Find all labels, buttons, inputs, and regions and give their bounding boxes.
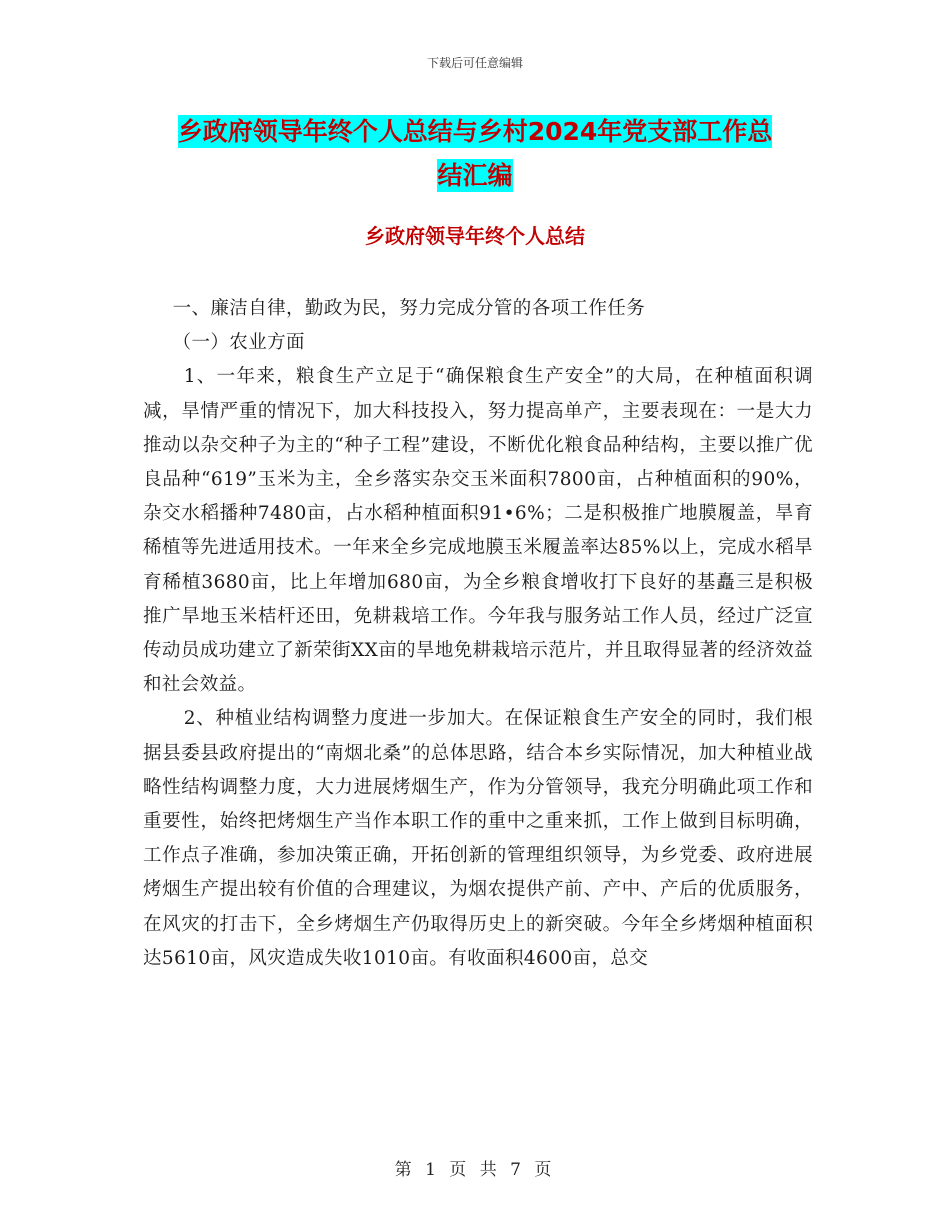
section-title: 乡政府领导年终个人总结 bbox=[365, 224, 585, 248]
paragraph-2: 2、种植业结构调整力度进一步加大。在保证粮食生产安全的同时，我们根据县委县政府提出的“南烟北桑”的总体思路，结合本乡实际情况，加大种植业战略性结构调整力度，大力进展烤烟生产，作为分管领导，我充分明确此项工作和重要性，始终把烤烟生产当作本职工作的重中之重来抓，工作上做到目标明确，工作点子准确，参加决策正确，开拓创新的管理组织领导，为乡党委、政府进展烤烟生产提出较有价值的合理建议，为烟农提供产前、产中、产后的优质服务，在风灾的打击下，全乡烤烟生产仍取得历史上的新突破。今年全乡烤烟种植面积达5610亩，风灾造成失收1010亩。有收面积4600亩，总交 bbox=[143, 708, 813, 969]
title-line-2: 结汇编 bbox=[437, 161, 513, 190]
heading-level-1: 一、廉洁自律，勤政为民，努力完成分管的各项工作任务 bbox=[172, 298, 646, 319]
paragraph-1: 1、一年来，粮食生产立足于“确保粮食生产安全”的大局，在种植面积调减，旱情严重的情况下，加大科技投入，努力提高单产，主要表现在：一是大力推动以杂交种子为主的“种子工程”建设，不断优化粮食品种结构，主要以推广优良品种“619”玉米为主，全乡落实杂交玉米面积7800亩，占种植面积的90%，杂交水稻播种7480亩，占水稻种植面积91•6%；二是积极推广地膜履盖，旱育稀植等先进适用技术。一年来全乡完成地膜玉米履盖率达85%以上，完成水稻旱育稀植3680亩，比上年增加680亩，为全乡粮食增收打下良好的基矗三是积极推广旱地玉米桔杆还田，免耕栽培工作。今年我与服务站工作人员，经过广泛宣传动员成功建立了新荣街XX亩的旱地免耕栽培示范片，并且取得显著的经济效益和社会效益。 bbox=[143, 366, 813, 696]
document-title bbox=[0, 110, 950, 198]
page-footer: 第 1 页 共 7 页 bbox=[394, 1160, 556, 1180]
document-body bbox=[143, 292, 813, 976]
header-note: 下载后可任意编辑 bbox=[426, 56, 523, 70]
title-line-1: 乡政府领导年终个人总结与乡村2024年党支部工作总 bbox=[177, 117, 773, 146]
heading-level-2: （一）农业方面 bbox=[172, 332, 305, 354]
